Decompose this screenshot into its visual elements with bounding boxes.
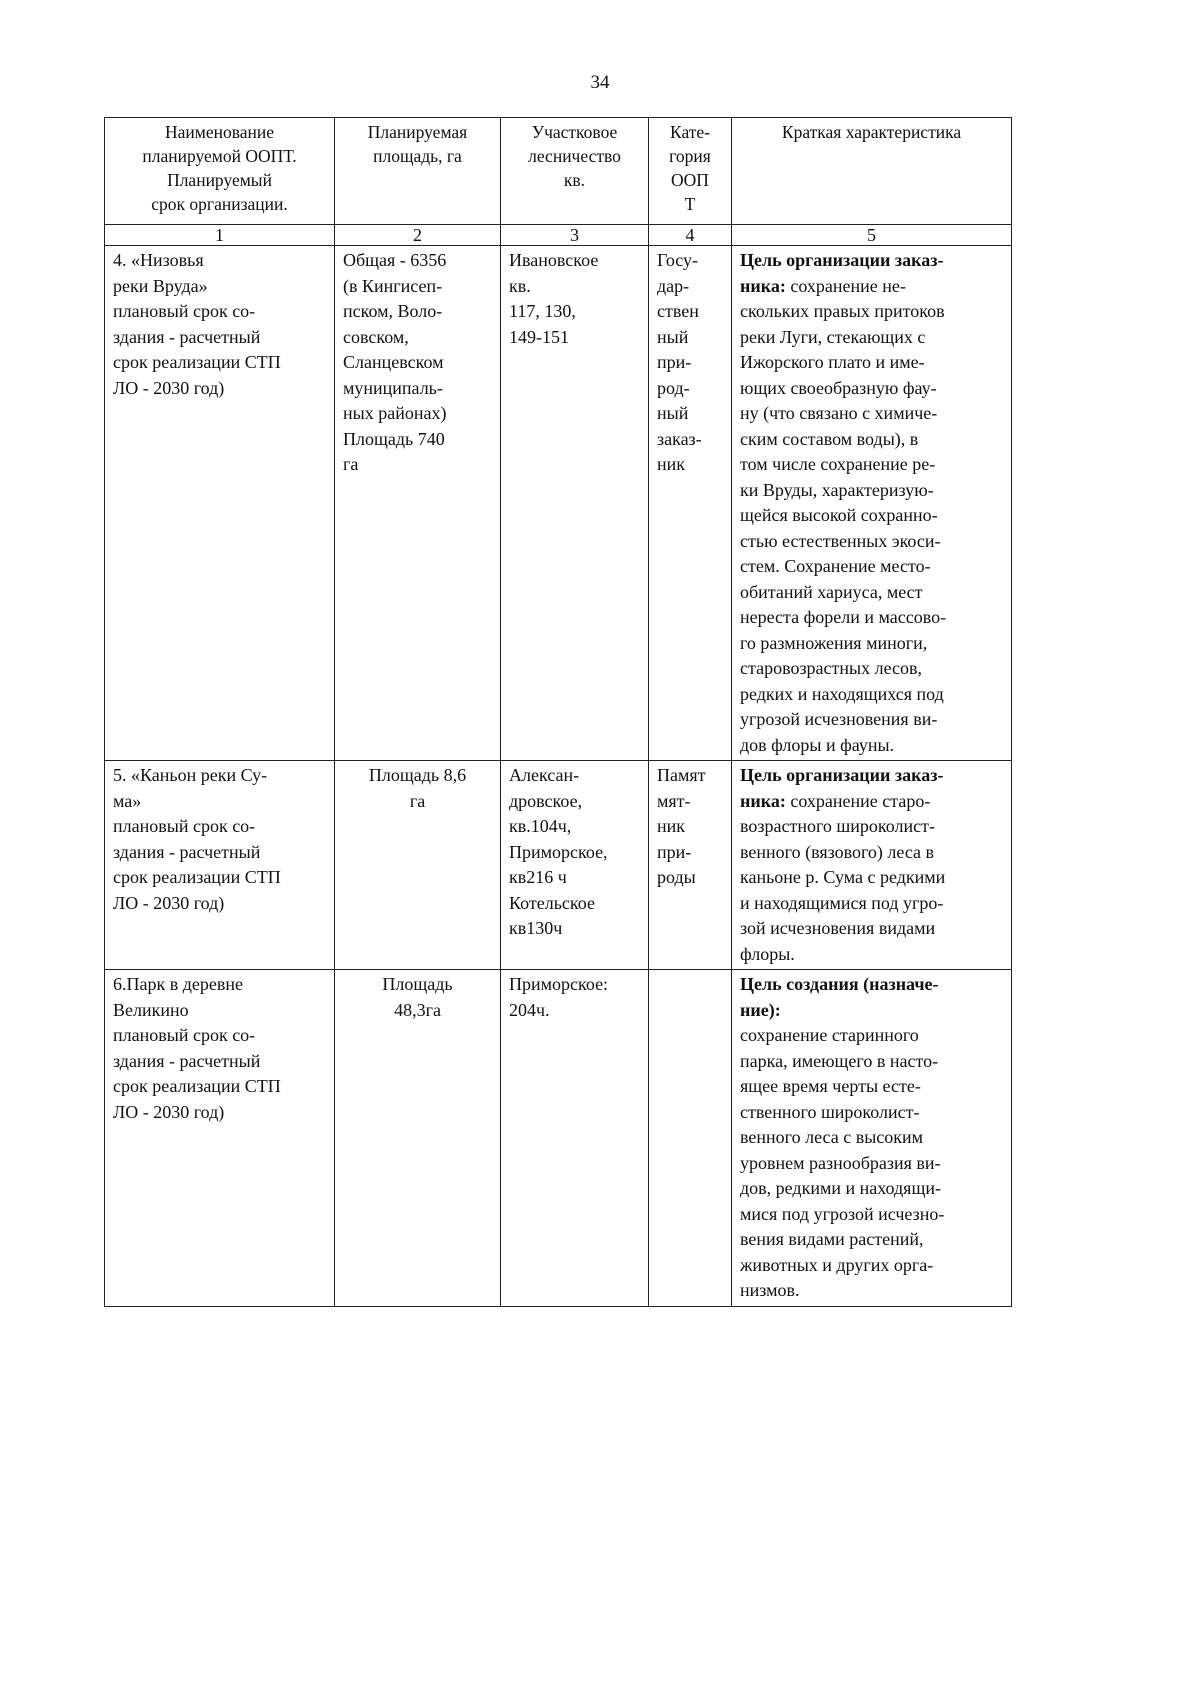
cell-line: Общая - 6356 bbox=[343, 250, 447, 270]
header-line: Кате- bbox=[670, 122, 710, 142]
description-text: сохранение старо- bbox=[785, 790, 931, 811]
cell-line: 5. «Каньон реки Су- bbox=[113, 765, 268, 785]
cell-line: дов, редкими и находящи- bbox=[740, 1178, 941, 1198]
cell-line: ма» bbox=[113, 790, 142, 811]
cell-line: ки Вруды, характеризую- bbox=[740, 479, 934, 500]
column-number: 3 bbox=[501, 225, 649, 246]
cell-line: Приморское, bbox=[509, 841, 608, 862]
cell-line: Сланцевском bbox=[343, 352, 444, 372]
cell-line: кв216 ч bbox=[509, 867, 567, 887]
category-cell bbox=[649, 246, 732, 761]
cell-line: здания - расчетный bbox=[113, 326, 261, 347]
forestry-cell bbox=[501, 246, 649, 761]
area-cell bbox=[335, 970, 501, 1307]
cell-line: каньоне р. Сума с редкими bbox=[740, 867, 946, 887]
cell-line: 204ч. bbox=[509, 999, 550, 1020]
oopt-name-cell bbox=[105, 761, 335, 970]
cell-line: ЛО - 2030 год) bbox=[113, 892, 225, 913]
header-line: планируемой ООПТ. bbox=[142, 146, 297, 166]
cell-line: реки Луги, стекающих с bbox=[740, 326, 926, 347]
cell-line: стем. Сохранение место- bbox=[740, 556, 931, 576]
cell-line: Памят bbox=[657, 765, 706, 785]
cell-line: вения видами растений, bbox=[740, 1229, 924, 1249]
cell-line: кв.104ч, bbox=[509, 816, 572, 836]
description-cell bbox=[732, 246, 1012, 761]
cell-line: ну (что связано с химиче- bbox=[740, 403, 938, 423]
cell-line: флоры. bbox=[740, 943, 795, 964]
description-heading: Цель организации заказ- bbox=[740, 765, 944, 785]
cell-line: венного (вязового) леса в bbox=[740, 841, 935, 862]
cell-line: Приморское: bbox=[509, 974, 609, 994]
cell-line: муниципаль- bbox=[343, 377, 443, 398]
cell-line: животных и других орга- bbox=[740, 1254, 934, 1275]
cell-line: и находящимися под угро- bbox=[740, 892, 944, 913]
cell-line: ЛО - 2030 год) bbox=[113, 377, 225, 398]
cell-line: щейся высокой сохранно- bbox=[740, 505, 938, 525]
cell-line: дровское, bbox=[509, 790, 583, 811]
header-line: гория bbox=[669, 146, 711, 166]
cell-line: редких и находящихся под bbox=[740, 683, 944, 704]
cell-line: венного леса с высоким bbox=[740, 1127, 924, 1147]
cell-line: плановый срок со- bbox=[113, 301, 256, 321]
category-cell bbox=[649, 761, 732, 970]
cell-line: скольких правых притоков bbox=[740, 301, 945, 321]
header-area bbox=[335, 118, 501, 225]
cell-line: реки Вруда» bbox=[113, 275, 208, 296]
header-line: Т bbox=[684, 194, 696, 214]
cell-line: роды bbox=[657, 867, 696, 887]
cell-line: 48,3га bbox=[394, 999, 441, 1020]
forestry-cell bbox=[501, 970, 649, 1307]
column-number: 2 bbox=[335, 225, 501, 246]
cell-line: ющих своеобразную фау- bbox=[740, 377, 937, 398]
cell-line: том числе сохранение ре- bbox=[740, 454, 936, 474]
column-number: 5 bbox=[732, 225, 1012, 246]
cell-line: Площадь 8,6 bbox=[368, 765, 467, 785]
cell-line: ственного широколист- bbox=[740, 1101, 920, 1122]
cell-line: старовозрастных лесов, bbox=[740, 658, 923, 678]
cell-line: ный bbox=[657, 403, 689, 423]
cell-line: Площадь 740 bbox=[343, 428, 445, 449]
cell-line: стью естественных экоси- bbox=[740, 530, 941, 551]
header-line: срок организации. bbox=[151, 194, 288, 214]
cell-line: обитаний хариуса, мест bbox=[740, 581, 923, 602]
cell-line: га bbox=[343, 454, 359, 474]
column-number-row bbox=[105, 225, 1012, 246]
header-line: ООП bbox=[671, 170, 709, 190]
header-description bbox=[732, 118, 1012, 225]
header-line: площадь, га bbox=[373, 146, 462, 166]
cell-line: при- bbox=[657, 841, 692, 862]
cell-line: Котельское bbox=[509, 892, 595, 913]
cell-line: дар- bbox=[657, 275, 690, 296]
cell-line: низмов. bbox=[740, 1280, 800, 1300]
cell-line: срок реализации СТП bbox=[113, 352, 281, 372]
cell-line: уровнем разнообразия ви- bbox=[740, 1152, 941, 1173]
cell-line: ник bbox=[657, 816, 686, 836]
cell-line: срок реализации СТП bbox=[113, 1076, 281, 1096]
cell-line: ствен bbox=[657, 301, 699, 321]
header-line: Наименование bbox=[164, 122, 275, 142]
oopt-name-cell bbox=[105, 246, 335, 761]
header-line: Планируемая bbox=[367, 122, 468, 142]
cell-line: ским составом воды), в bbox=[740, 428, 919, 449]
table-row bbox=[105, 761, 1012, 970]
header-line: Участковое bbox=[531, 122, 618, 142]
header-category bbox=[649, 118, 732, 225]
cell-line: при- bbox=[657, 352, 692, 372]
cell-line: совском, bbox=[343, 326, 409, 347]
header-name bbox=[105, 118, 335, 225]
cell-line: нереста форели и массово- bbox=[740, 607, 947, 627]
area-cell bbox=[335, 761, 501, 970]
description-heading-end: ника: bbox=[740, 790, 786, 811]
cell-line: ник bbox=[657, 454, 686, 474]
cell-line: га bbox=[409, 790, 426, 811]
cell-line: Алексан- bbox=[509, 765, 580, 785]
cell-line: Госу- bbox=[657, 250, 699, 270]
cell-line: кв. bbox=[509, 275, 531, 296]
description-text: сохранение не- bbox=[785, 275, 906, 296]
cell-line: Великино bbox=[113, 999, 189, 1020]
forestry-cell bbox=[501, 761, 649, 970]
table-header-row bbox=[105, 118, 1012, 225]
cell-line: парка, имеющего в насто- bbox=[740, 1050, 939, 1071]
cell-line: 4. «Низовья bbox=[113, 250, 204, 270]
cell-line: кв130ч bbox=[509, 918, 563, 938]
cell-line: ЛО - 2030 год) bbox=[113, 1101, 225, 1122]
cell-line: пском, Воло- bbox=[343, 301, 443, 321]
description-heading-end: ние): bbox=[740, 999, 781, 1020]
cell-line: 6.Парк в деревне bbox=[113, 974, 243, 994]
header-line: лесничество bbox=[528, 146, 621, 166]
description-heading-end: ника: bbox=[740, 275, 786, 296]
description-cell bbox=[732, 761, 1012, 970]
cell-line: 149-151 bbox=[509, 326, 569, 347]
header-forestry bbox=[501, 118, 649, 225]
cell-line: (в Кингисеп- bbox=[343, 275, 443, 296]
description-heading: Цель создания (назначе- bbox=[740, 974, 939, 994]
cell-line: здания - расчетный bbox=[113, 1050, 261, 1071]
cell-line: ных районах) bbox=[343, 403, 447, 423]
oopt-table bbox=[104, 117, 1012, 1307]
cell-line: 117, 130, bbox=[509, 301, 576, 321]
cell-line: Площадь bbox=[382, 974, 453, 994]
oopt-name-cell bbox=[105, 970, 335, 1307]
cell-line: дов флоры и фауны. bbox=[740, 734, 895, 755]
cell-line: го размножения миноги, bbox=[740, 632, 928, 653]
cell-line: мися под угрозой исчезно- bbox=[740, 1203, 945, 1224]
column-number: 4 bbox=[649, 225, 732, 246]
header-line: Планируемый bbox=[167, 170, 272, 190]
page-number: 34 bbox=[590, 72, 610, 93]
cell-line: срок реализации СТП bbox=[113, 867, 281, 887]
cell-line: заказ- bbox=[657, 428, 702, 449]
cell-line: Ижорского плато и име- bbox=[740, 352, 925, 372]
cell-line: зой исчезновения видами bbox=[740, 918, 936, 938]
cell-line: ящее время черты есте- bbox=[740, 1076, 921, 1096]
header-line: кв. bbox=[563, 170, 586, 190]
description-cell bbox=[732, 970, 1012, 1307]
cell-line: Ивановское bbox=[509, 250, 599, 270]
table-row bbox=[105, 246, 1012, 761]
area-cell bbox=[335, 246, 501, 761]
cell-line: мят- bbox=[657, 790, 691, 811]
cell-line: здания - расчетный bbox=[113, 841, 261, 862]
cell-line: род- bbox=[657, 377, 690, 398]
cell-line: плановый срок со- bbox=[113, 816, 256, 836]
cell-line bbox=[740, 274, 1003, 300]
category-cell bbox=[649, 970, 732, 1307]
cell-line: плановый срок со- bbox=[113, 1025, 256, 1045]
table-row bbox=[105, 970, 1012, 1307]
description-heading: Цель организации заказ- bbox=[740, 250, 944, 270]
cell-line: угрозой исчезновения ви- bbox=[740, 709, 938, 729]
cell-line: возрастного широколист- bbox=[740, 816, 935, 836]
header-line: Краткая характеристика bbox=[781, 122, 962, 142]
column-number: 1 bbox=[105, 225, 335, 246]
cell-line: ный bbox=[657, 326, 689, 347]
cell-line: сохранение старинного bbox=[740, 1025, 919, 1045]
cell-line bbox=[740, 789, 1003, 815]
